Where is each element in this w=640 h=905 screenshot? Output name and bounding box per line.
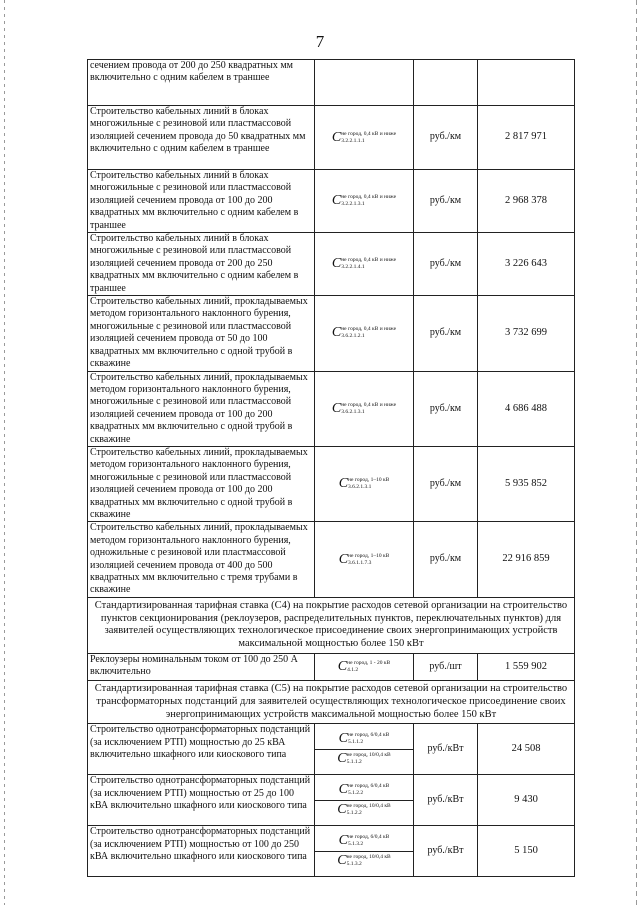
table-row-continued [88,60,575,106]
unit: руб./кВт [414,775,478,826]
section-header-c5 [88,681,575,724]
table-row [88,724,575,775]
rate-code: Cне город, 1–10 кВ 3.6.2.1.3.1 [315,446,414,521]
scan-edge-right [636,0,637,905]
section-header-c4 [88,597,575,653]
row-description: Строительство кабельных линий в блоках многожильные с резиновой или пластмассовой изоляцией сечением провода до 50 квадратных мм включительно с одним кабелем в траншее [88,106,315,170]
rate-value: 4 686 488 [478,371,575,446]
rate-codes: Cне город, 6/0,4 кВ 5.1.1.2 Cне город, 10/0,4 кВ 5.1.1.2 [315,724,414,775]
section-title: Стандартизированная тарифная ставка (С5) на покрытие расходов сетевой организации на строительство трансформаторных подстанций для заявителей осуществляющих технологическое присоединение своих энергопринимающих устройств максимальной мощностью более 150 кВт [88,681,575,724]
unit: руб./км [414,170,478,233]
row-description: Строительство кабельных линий в блоках многожильные с резиновой или пластмассовой изоляцией сечением провода от 100 до 200 квадратных мм включительно с одним кабелем в траншее [88,170,315,233]
rate-value: 2 817 971 [478,106,575,170]
row-description: сечением провода от 200 до 250 квадратных мм включительно с одним кабелем в траншее [88,60,315,106]
rate-value: 9 430 [478,775,575,826]
table-row [88,371,575,446]
rate-code: Cне город, 0,4 кВ и ниже 3.6.2.1.2.1 [315,296,414,371]
unit: руб./км [414,106,478,170]
page-number: 7 [315,32,325,51]
table-row [88,446,575,521]
rate-code: Cне город, 0,4 кВ и ниже 3.6.2.1.3.1 [315,371,414,446]
row-description: Строительство однотрансформаторных подстанций (за исключением РТП) мощностью от 25 до 100 кВА включительно шкафного или киоскового типа [88,775,315,826]
rate-value: 24 508 [478,724,575,775]
rate-value: 3 226 643 [478,233,575,296]
rate-codes: Cне город, 6/0,4 кВ 5.1.3.2 Cне город, 10/0,4 кВ 5.1.3.2 [315,826,414,877]
row-description: Строительство кабельных линий в блоках многожильные с резиновой или пластмассовой изоляцией сечением провода от 200 до 250 квадратных мм включительно с одним кабелем в траншее [88,233,315,296]
rate-value: 22 916 859 [478,522,575,597]
row-description: Строительство кабельных линий, прокладываемых методом горизонтального наклонного бурения, одножильные с резиновой или пластмассовой изоляцией сечением провода от 400 до 500 квадратных мм включительно с тремя трубами в скважине [88,522,315,597]
table-row [88,522,575,597]
rate-codes: Cне город, 6/0,4 кВ 5.1.2.2 Cне город, 10/0,4 кВ 5.1.2.2 [315,775,414,826]
rate-value: 3 732 699 [478,296,575,371]
rate-code: Cне город, 1–10 кВ 3.6.1.1.7.3 [315,522,414,597]
unit: руб./кВт [414,826,478,877]
rate-code: Cне город, 0,4 кВ и ниже 3.2.2.1.3.1 [315,170,414,233]
scan-edge-left [4,0,5,905]
row-description: Строительство кабельных линий, прокладываемых методом горизонтального наклонного бурения, многожильные с резиновой или пластмассовой изоляцией сечением провода от 100 до 200 квадратных мм включительно с одной трубой в скважине [88,371,315,446]
rate-code: Cне город, 1 - 20 кВ 4.1.2 [315,654,414,681]
table-row [88,775,575,826]
rate-value: 5 935 852 [478,446,575,521]
unit: руб./кВт [414,724,478,775]
unit: руб./км [414,296,478,371]
unit: руб./км [414,522,478,597]
row-description: Реклоузеры номинальным током от 100 до 250 А включительно [88,654,315,681]
section-title: Стандартизированная тарифная ставка (С4) на покрытие расходов сетевой организации на строительство пунктов секционирования (реклоузеров, распределительных пунктов, переключательных пунктов) для заявителей осуществляющих технологическое присоединение своих энергопринимающих устройств максимальной мощностью более 150 кВт [88,597,575,653]
rate-value: 5 150 [478,826,575,877]
table-row [88,170,575,233]
row-description: Строительство кабельных линий, прокладываемых методом горизонтального наклонного бурения, многожильные с резиновой или пластмассовой изоляцией сечением провода от 50 до 100 квадратных мм включительно с одной трубой в скважине [88,296,315,371]
tariff-table [87,59,575,877]
unit: руб./км [414,371,478,446]
row-description: Строительство кабельных линий, прокладываемых методом горизонтального наклонного бурения, многожильные с резиновой или пластмассовой изоляцией сечением провода от 100 до 200 квадратных мм включительно с одной трубой в скважине [88,446,315,521]
rate-value: 2 968 378 [478,170,575,233]
row-description: Строительство однотрансформаторных подстанций (за исключением РТП) мощностью от 100 до 250 кВА включительно шкафного или киоскового типа [88,826,315,877]
unit: руб./км [414,446,478,521]
table-row [88,654,575,681]
rate-code: Cне город, 0,4 кВ и ниже 3.2.2.1.4.1 [315,233,414,296]
rate-value: 1 559 902 [478,654,575,681]
table-row [88,826,575,877]
unit: руб./шт [414,654,478,681]
table-row [88,106,575,170]
table-row [88,296,575,371]
row-description: Строительство однотрансформаторных подстанций (за исключением РТП) мощностью до 25 кВА включительно шкафного или киоскового типа [88,724,315,775]
table-row [88,233,575,296]
rate-code: Cне город, 0,4 кВ и ниже 3.2.2.1.1.1 [315,106,414,170]
unit: руб./км [414,233,478,296]
